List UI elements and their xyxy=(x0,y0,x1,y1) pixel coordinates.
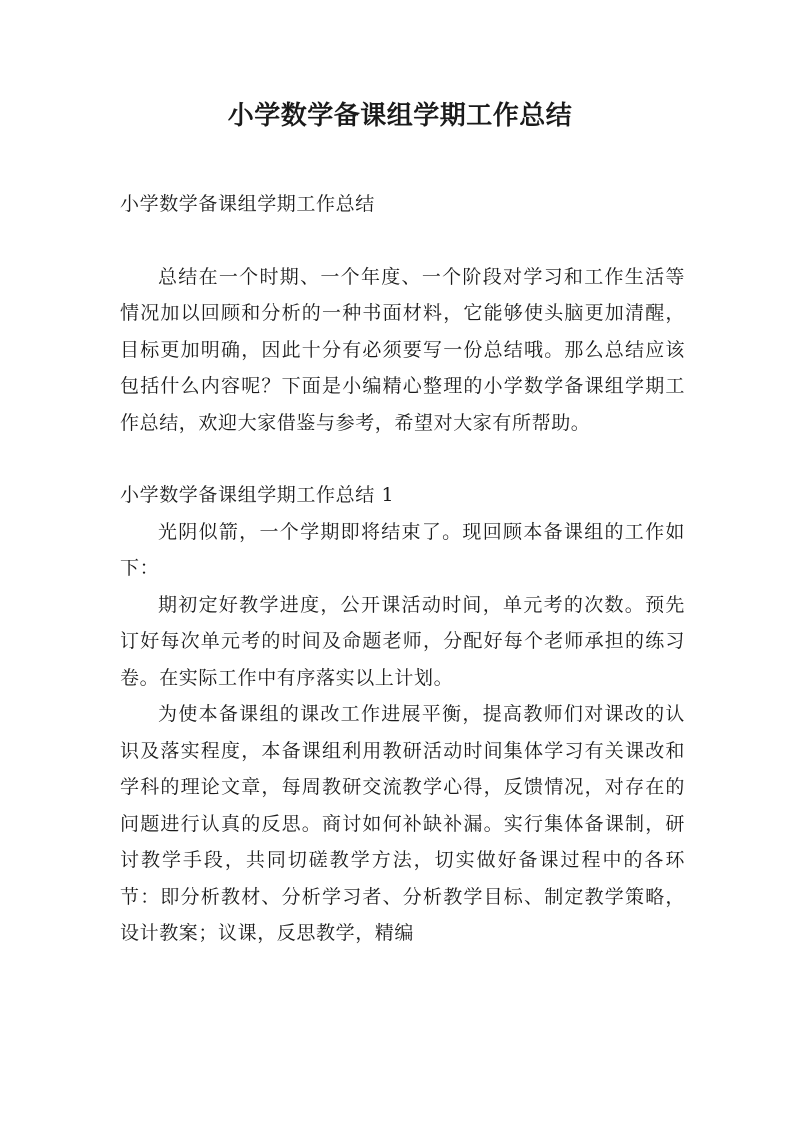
document-body xyxy=(120,186,685,952)
spacer xyxy=(120,441,685,477)
intro-paragraph: 总结在一个时期、一个年度、一个阶段对学习和工作生活等情况加以回顾和分析的一种书面材料，它能够使头脑更加清醒，目标更加明确，因此十分有必须要写一份总结哦。那么总结应该包括什么内容呢？下面是小编精心整理的小学数学备课组学期工作总结，欢迎大家借鉴与参考，希望对大家有所帮助。 xyxy=(120,265,685,434)
spacer xyxy=(120,223,685,259)
body-paragraph: 为使本备课组的课改工作进展平衡，提高教师们对课改的认识及落实程度，本备课组利用教研活动时间集体学习有关课改和学科的理论文章，每周教研交流教学心得，反馈情况，对存在的问题进行认真的反思。商讨如何补缺补漏。实行集体备课制，研讨教学手段，共同切磋教学方法，切实做好备课过程中的各环节：即分析教材、分析学习者、分析教学目标、制定教学策略，设计教案；议课，反思教学，精编 xyxy=(120,703,685,944)
document-title: 小学数学备课组学期工作总结 xyxy=(227,101,573,131)
body-paragraph: 光阴似箭，一个学期即将结束了。现回顾本备课组的工作如下： xyxy=(120,520,685,579)
section-heading: 小学数学备课组学期工作总结 1 xyxy=(120,484,395,506)
body-paragraph: 期初定好教学进度，公开课活动时间，单元考的次数。预先订好每次单元考的时间及命题老师，分配好每个老师承担的练习卷。在实际工作中有序落实以上计划。 xyxy=(120,593,685,689)
document-subtitle: 小学数学备课组学期工作总结 xyxy=(120,193,375,215)
